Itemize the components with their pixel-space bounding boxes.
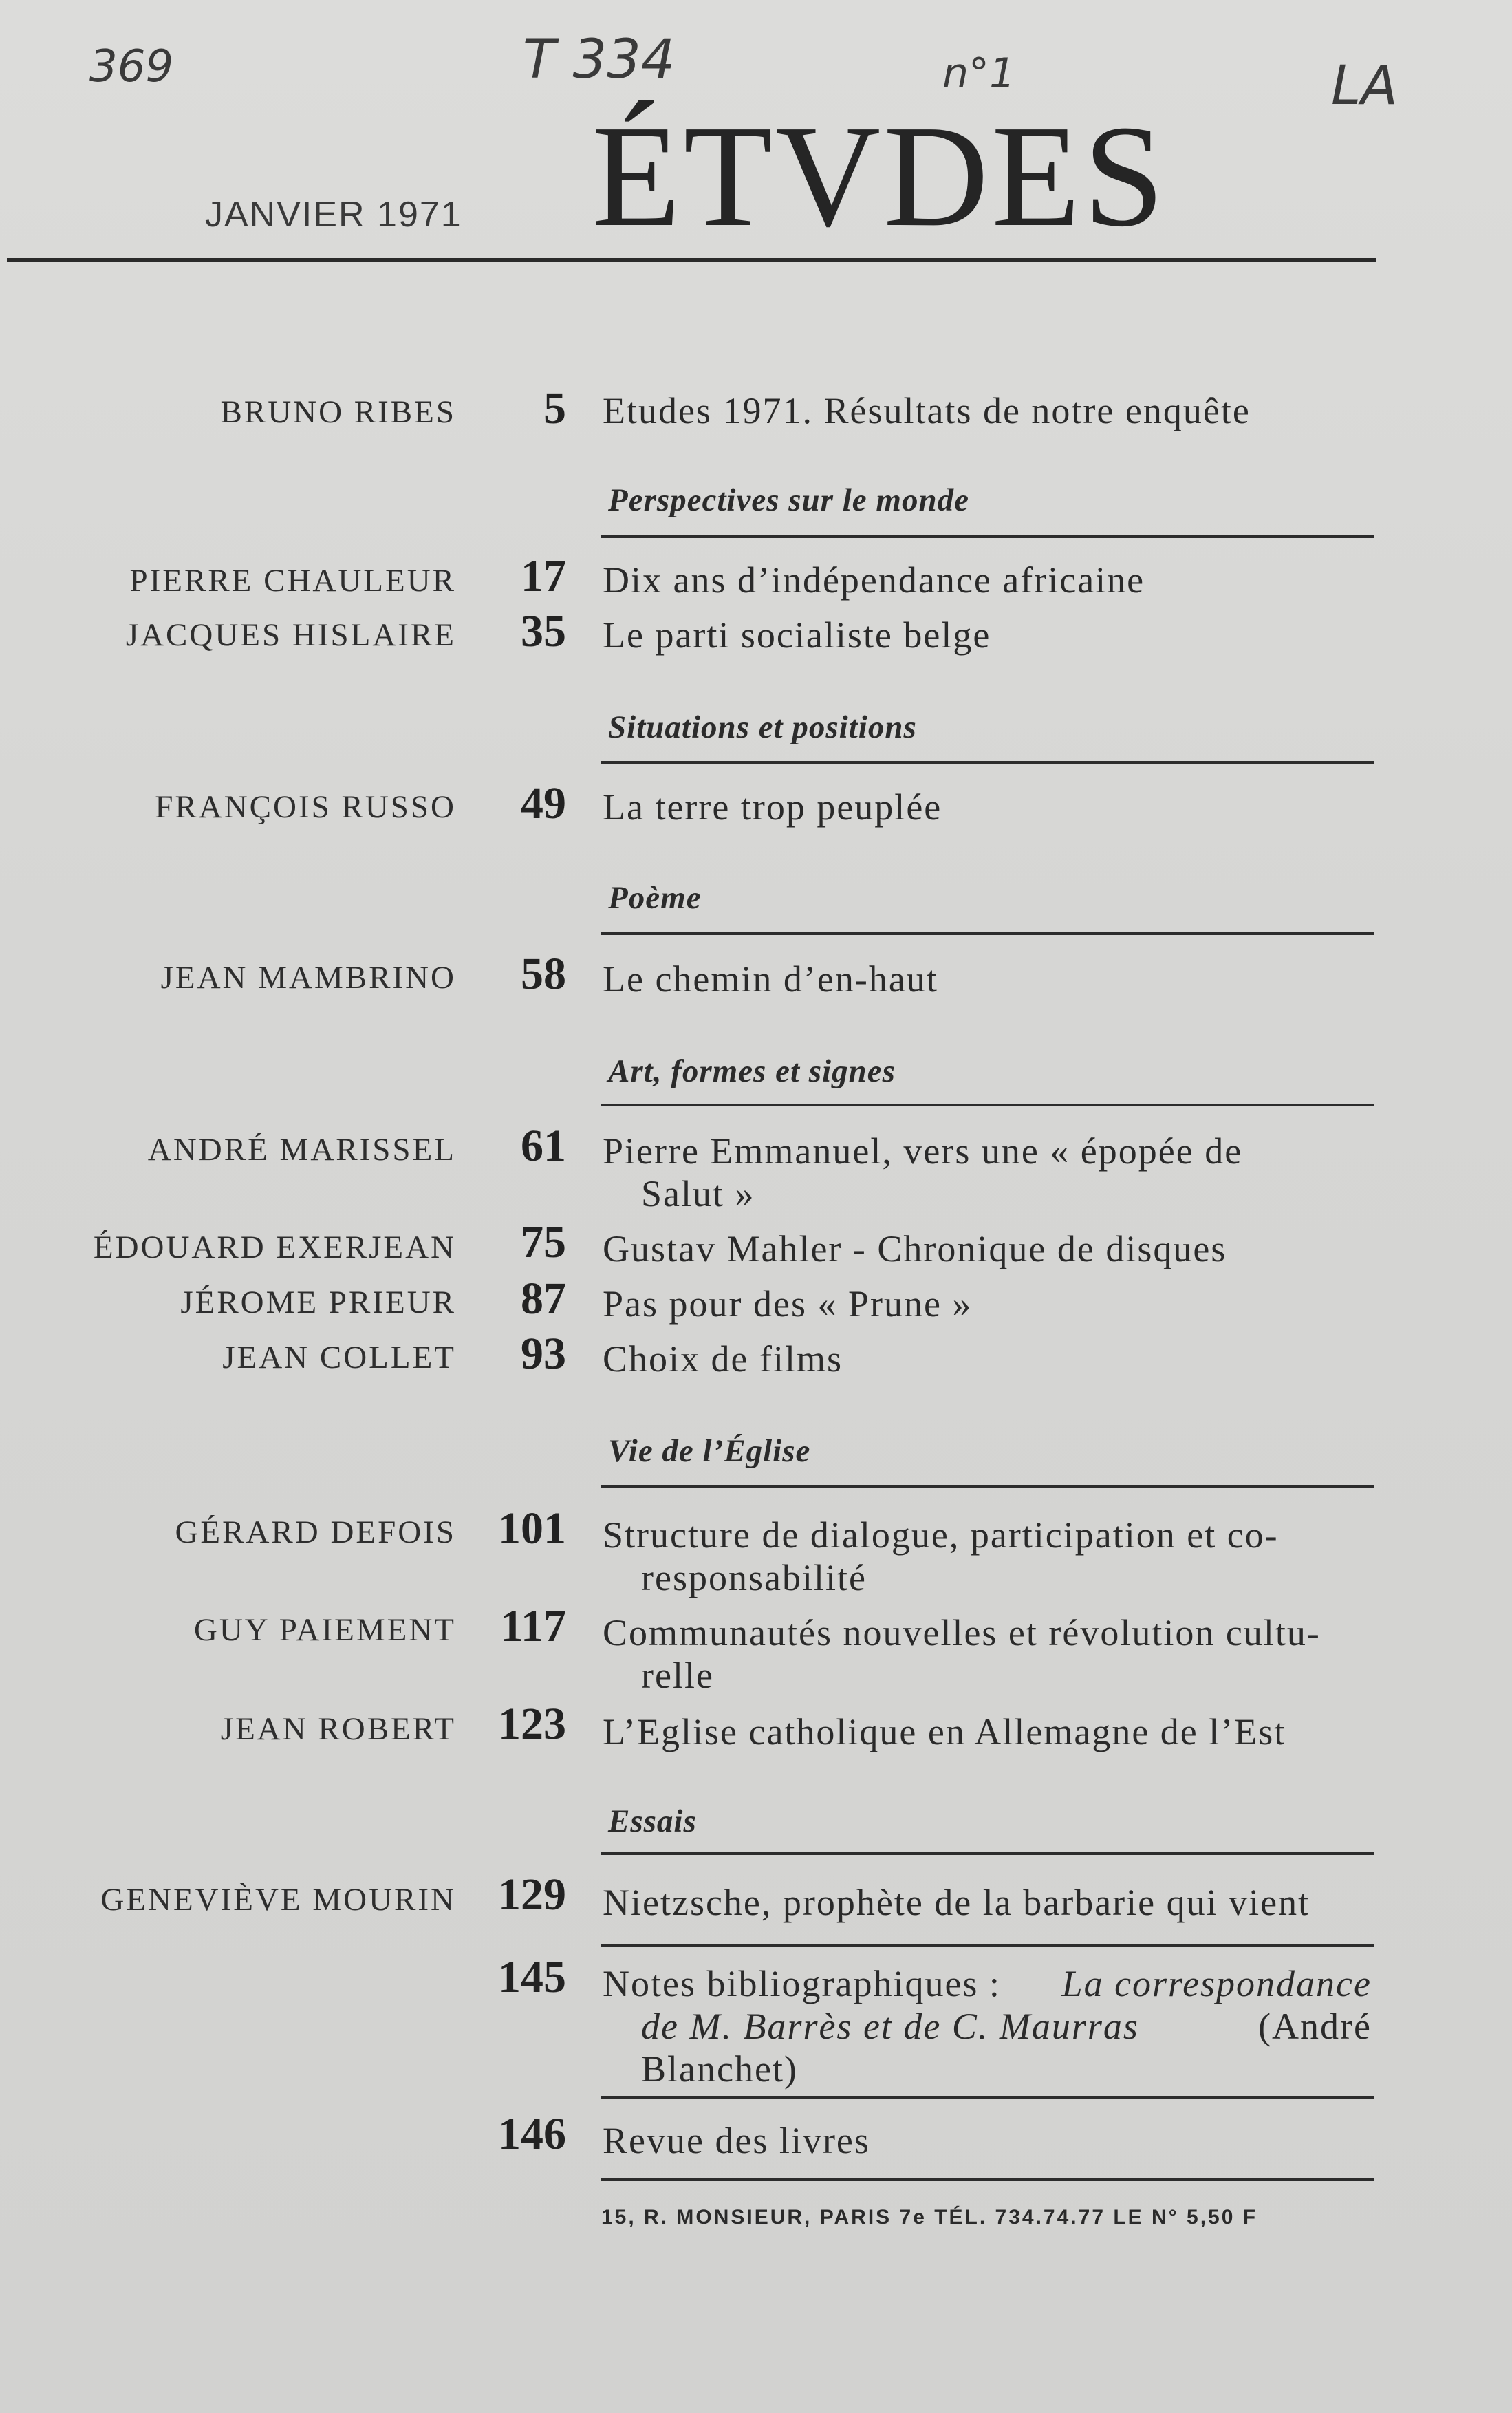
toc-title [603,1962,1372,2090]
toc-title: Revue des livres [603,2120,870,2161]
section-heading: Art, formes et signes [608,1053,896,1089]
notes-label: Notes bibliographiques : [603,1963,1001,2004]
publisher-footer: 15, R. MONSIEUR, PARIS 7e TÉL. 734.74.77 LE N° 5,50 F [601,2206,1258,2229]
handwritten-issue: n°1 [942,50,1016,98]
handwritten-reference: T 334 [523,29,676,91]
toc-page: 101 [498,1503,566,1554]
toc-title: Dix ans d’indépendance africaine [603,559,1145,601]
section-rule [601,1104,1374,1106]
section-heading: Perspectives sur le monde [608,482,969,518]
toc-title [603,1130,1372,1215]
toc-title-line [603,1963,1372,2004]
book-title: de M. Barrès et de C. Maurras [641,2006,1139,2047]
toc-author: JACQUES HISLAIRE [125,617,456,653]
toc-page: 61 [521,1121,566,1171]
toc-author: JEAN COLLET [222,1340,456,1375]
toc-page: 58 [521,949,566,999]
book-title: La correspondance [1061,1963,1372,2004]
toc-title: Gustav Mahler - Chronique de disques [603,1228,1227,1269]
toc-page: 145 [498,1952,566,2002]
section-heading: Vie de l’Église [608,1433,811,1469]
section-heading: Situations et positions [608,709,917,745]
toc-title [603,1611,1372,1697]
toc-title-line: Pierre Emmanuel, vers une « épopée de [603,1130,1243,1172]
toc-author: GÉRARD DEFOIS [175,1514,456,1550]
toc-page: 35 [521,606,566,656]
section-heading: Essais [608,1803,697,1839]
footer-rule [601,2178,1374,2181]
section-rule [601,535,1374,538]
section-rule [601,1485,1374,1488]
toc-page: 146 [498,2109,566,2159]
entry-rule [601,1944,1374,1947]
toc-page: 117 [500,1601,566,1651]
toc-title: La terre trop peuplée [603,786,942,828]
toc-title: Le chemin d’en-haut [603,958,938,1000]
toc-author: GENEVIÈVE MOURIN [100,1882,456,1918]
toc-page: 93 [521,1329,566,1379]
toc-author: ÉDOUARD EXERJEAN [93,1230,456,1265]
toc-page: 49 [521,778,566,828]
toc-title-line: Structure de dialogue, participation et co- [603,1514,1279,1556]
reviewer: (André [1258,2006,1372,2047]
toc-title-line: Salut » [641,1173,755,1214]
toc-title: Pas pour des « Prune » [603,1283,973,1325]
toc-page: 129 [498,1869,566,1920]
section-rule [601,1852,1374,1855]
toc-title-line: Blanchet) [641,2048,798,2090]
section-rule [601,761,1374,764]
toc-author: GUY PAIEMENT [193,1612,456,1648]
toc-author: ANDRÉ MARISSEL [147,1132,456,1168]
toc-page: 87 [521,1274,566,1324]
toc-title-line [603,2005,1372,2048]
section-rule [601,932,1374,935]
toc-title: Choix de films [603,1338,843,1380]
toc-title [603,1514,1372,1599]
masthead-title: ÉTVDES [592,95,1167,257]
toc-page: 17 [521,551,566,601]
toc-page: 5 [543,383,566,433]
section-heading: Poème [608,880,702,916]
toc-title-line: responsabilité [641,1557,867,1598]
toc-author: PIERRE CHAULEUR [129,563,456,599]
entry-rule [601,2096,1374,2099]
toc-title-line: relle [641,1655,714,1696]
toc-author: FRANÇOIS RUSSO [155,789,456,825]
issue-date: JANVIER 1971 [205,195,462,235]
toc-title: Nietzsche, prophète de la barbarie qui vient [603,1882,1310,1923]
toc-page: 123 [498,1699,566,1749]
toc-title: Le parti socialiste belge [603,614,991,656]
handwritten-initials: LA [1331,55,1398,117]
toc-page: 75 [521,1217,566,1267]
handwritten-number: 369 [89,41,174,92]
toc-title: L’Eglise catholique en Allemagne de l’Est [603,1711,1286,1752]
toc-author: JEAN ROBERT [220,1711,456,1747]
toc-author: JEAN MAMBRINO [160,960,456,996]
toc-title: Etudes 1971. Résultats de notre enquête [603,390,1251,431]
header-rule [7,258,1376,262]
toc-author: JÉROME PRIEUR [180,1285,456,1320]
toc-author: BRUNO RIBES [220,394,456,430]
toc-title-line: Communautés nouvelles et révolution cultu- [603,1612,1321,1653]
